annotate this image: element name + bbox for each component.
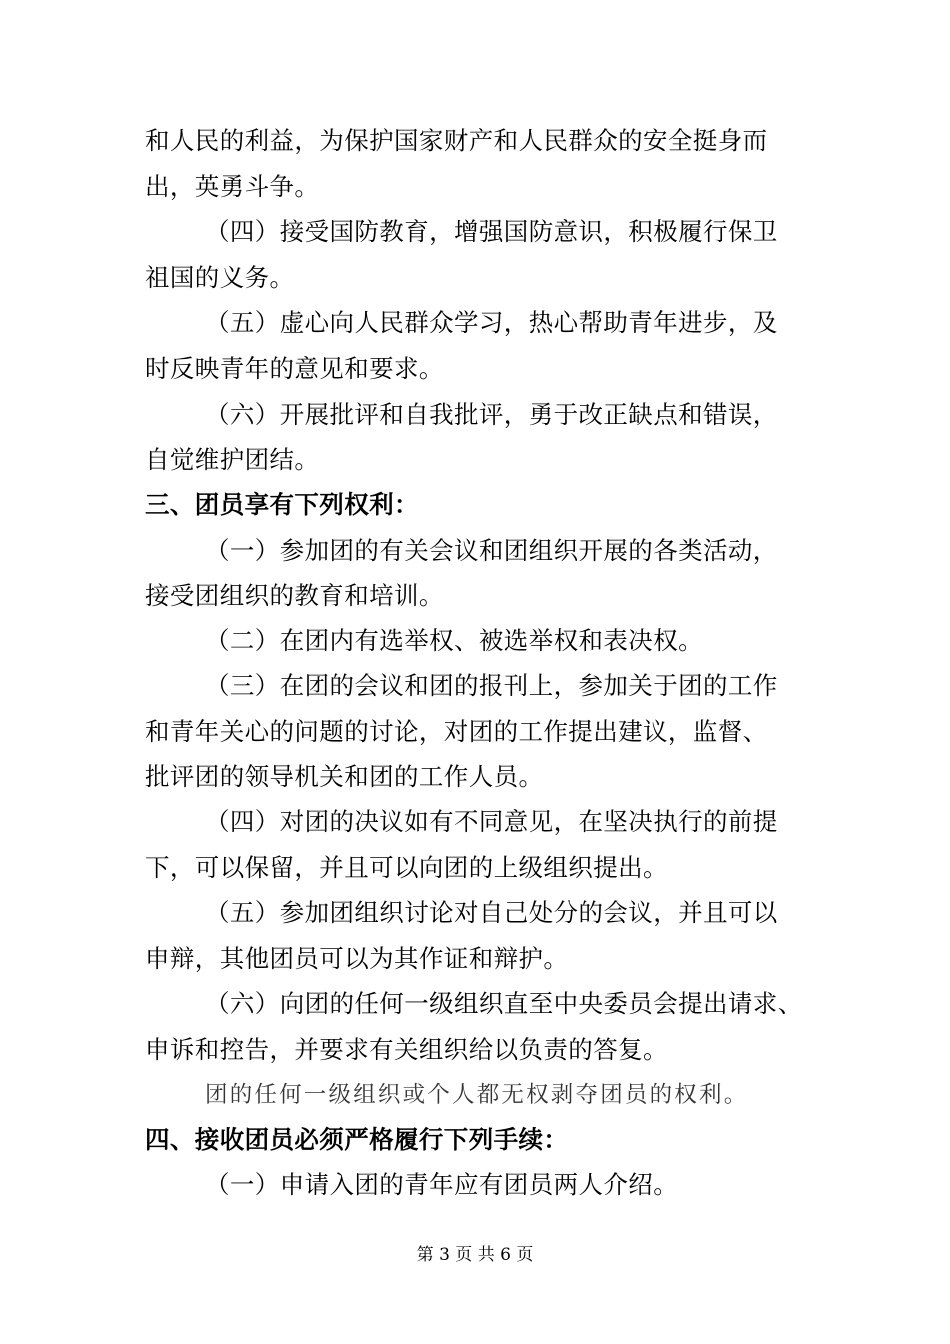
paragraph-line: 团的任何一级组织或个人都无权剥夺团员的权利。 xyxy=(205,1082,749,1108)
paragraph-line: 时反映青年的意见和要求。 xyxy=(145,354,444,383)
page-footer: 第 3 页 共 6 页 xyxy=(416,1245,534,1265)
paragraph-line: （四）对团的决议如有不同意见，在坚决执行的前提 xyxy=(205,807,778,836)
paragraph-line: 和人民的利益，为保护国家财产和人民群众的安全挺身而 xyxy=(145,126,768,155)
paragraph-line: 祖国的义务。 xyxy=(145,263,295,292)
paragraph-line: 下，可以保留，并且可以向团的上级组织提出。 xyxy=(145,853,668,882)
paragraph-line: 批评团的领导机关和团的工作人员。 xyxy=(145,762,544,791)
paragraph-line: （四）接受国防教育，增强国防意识，积极履行保卫 xyxy=(205,217,778,246)
paragraph-line: （六）向团的任何一级组织直至中央委员会提出请求、 xyxy=(205,989,803,1018)
paragraph-line: 出，英勇斗争。 xyxy=(145,172,320,201)
paragraph-line: （三）在团的会议和团的报刊上，参加关于团的工作 xyxy=(205,671,778,700)
paragraph-line: 自觉维护团结。 xyxy=(145,445,320,474)
paragraph-line: （五）参加团组织讨论对自己处分的会议，并且可以 xyxy=(205,898,778,927)
paragraph-line: （五）虚心向人民群众学习，热心帮助青年进步，及 xyxy=(205,308,778,337)
section-heading: 三、团员享有下列权利： xyxy=(145,490,419,519)
paragraph-line: 申辩，其他团员可以为其作证和辩护。 xyxy=(145,944,569,973)
paragraph-line: 和青年关心的问题的讨论，对团的工作提出建议，监督、 xyxy=(145,717,768,746)
paragraph-line: （一）申请入团的青年应有团员两人介绍。 xyxy=(205,1170,679,1199)
paragraph-line: （二）在团内有选举权、被选举权和表决权。 xyxy=(205,626,703,655)
paragraph-line: （一）参加团的有关会议和团组织开展的各类活动， xyxy=(205,536,778,565)
paragraph-line: 接受团组织的教育和培训。 xyxy=(145,581,444,610)
section-heading: 四、接收团员必须严格履行下列手续： xyxy=(145,1125,569,1154)
paragraph-line: 申诉和控告，并要求有关组织给以负责的答复。 xyxy=(145,1035,668,1064)
paragraph-line: （六）开展批评和自我批评，勇于改正缺点和错误， xyxy=(205,400,778,429)
